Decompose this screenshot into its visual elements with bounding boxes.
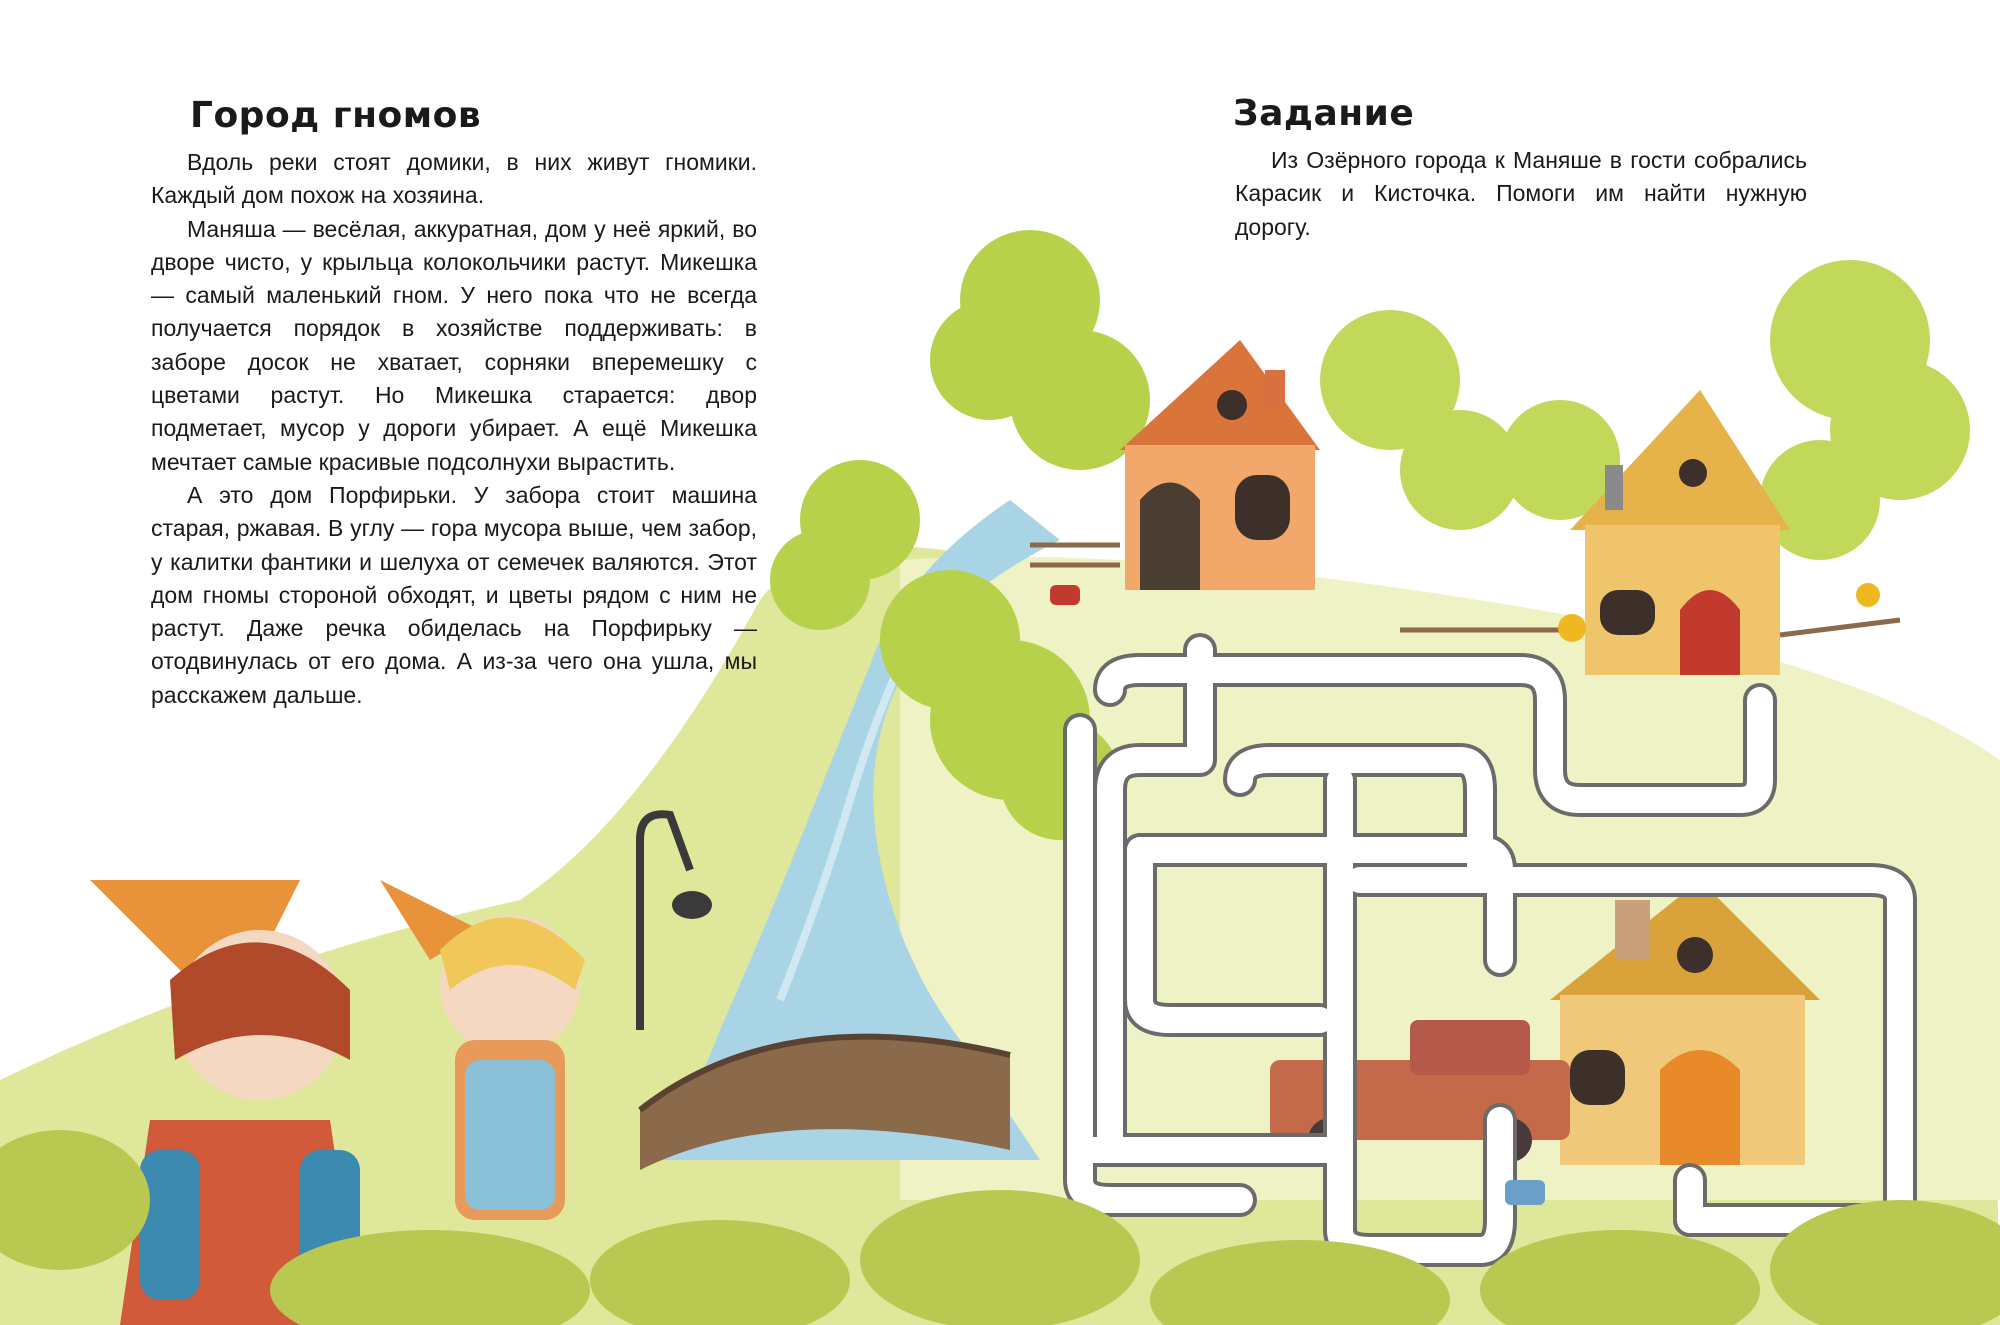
left-page-title: Город гномов (190, 95, 482, 136)
paragraph: Вдоль реки стоят домики, в них живут гномики. Каждый дом похож на хозяина. (151, 149, 757, 209)
mailbox-red (1050, 585, 1080, 605)
right-page-text (1235, 144, 1807, 244)
paragraph: Маняша — весёлая, аккуратная, дом у неё яркий, во дворе чисто, у крыльца колокольчики растут. Микешка — самый маленький гном. У него пока что не всегда получается порядок в хозяйстве поддерживать: в заборе досок не хватает, сорняки вперемешку с цветами растут. Но Микешка старается: двор подметает, мусор у дороги убирает. А ещё Микешка мечтает самые красивые подсолнухи вырастить. (151, 215, 757, 475)
task-paragraph: Из Озёрного города к Маняше в гости собрались Карасик и Кисточка. Помоги им найти нужную дорогу. (1235, 147, 1807, 240)
orange-house (1120, 340, 1320, 590)
left-page-text (151, 146, 757, 712)
right-page-title: Задание (1233, 93, 1415, 134)
mailbox-blue (1505, 1180, 1545, 1205)
paragraph: А это дом Порфирьки. У забора стоит машина старая, ржавая. В углу — гора мусора выше, чем забор, у калитки фантики и шелуха от семечек валяются. Этот дом гномы стороной обходят, и цветы рядом с ним не растут. Даже речка обиделась на Порфирьку — отодвинулась от его дома. А из-за чего она ушла, мы расскажем дальше. (151, 481, 757, 708)
